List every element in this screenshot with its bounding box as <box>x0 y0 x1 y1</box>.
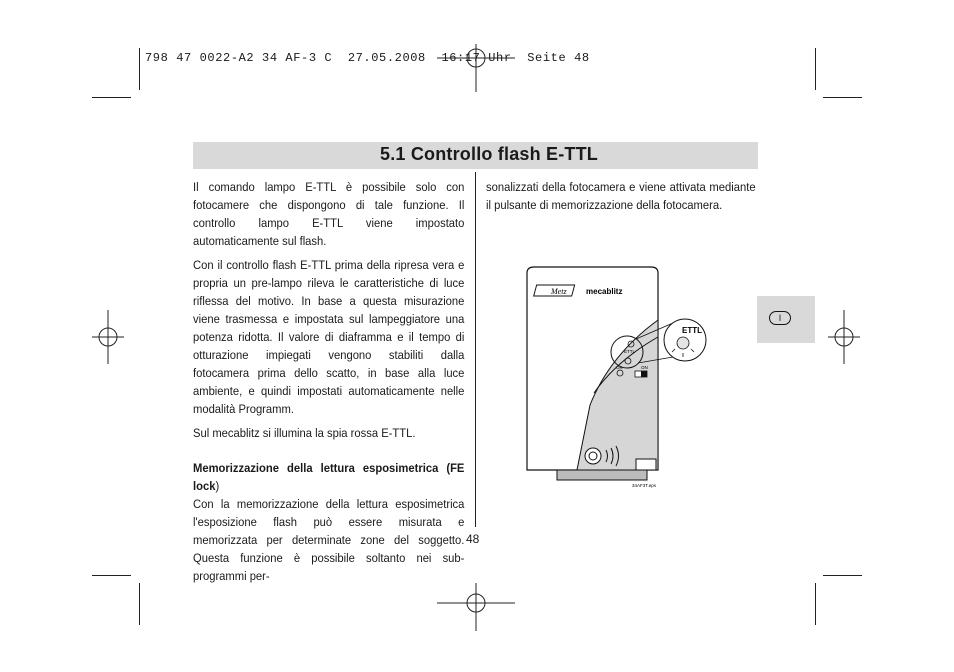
language-tab-label: I <box>769 311 791 325</box>
mecablitz-illustration <box>520 265 720 495</box>
brand-label: mecablitz <box>586 287 623 296</box>
crop-mark <box>823 575 862 576</box>
paragraph: Il comando lampo E-TTL è possibile solo con fotocamere che dispongono di tale funzione. Il controllo lampo E-TTL viene impostato automaticamente sul flash. <box>193 180 465 248</box>
figure-code: 34AF3T.eps <box>632 483 657 488</box>
print-info-line: 798 47 0022-A2 34 AF-3 C 27.05.2008 16:17 Uhr Seite 48 <box>145 51 590 65</box>
paragraph: Sul mecablitz si illumina la spia rossa E-TTL. <box>193 426 416 440</box>
section-title: 5.1 Controllo flash E-TTL <box>380 144 599 164</box>
crop-mark <box>139 583 140 625</box>
ok-label: OK <box>616 365 623 370</box>
callout-label: ETTL <box>682 326 702 335</box>
registration-mark-right <box>828 310 860 364</box>
subheading <box>193 459 464 495</box>
paragraph: sonalizzati della fotocamera e viene attivata mediante il pulsante di memorizzazione della fotocamera. <box>486 180 756 212</box>
on-label: ON <box>641 365 648 370</box>
subheading-paren: ) <box>215 479 220 493</box>
paragraph: Con la memorizzazione della lettura esposimetrica l'esposizione flash può essere misurata e memorizzata per determinate zone del soggetto. Questa funzione è possibile soltanto nei sub-programmi per- <box>193 497 465 583</box>
crop-mark <box>139 48 140 90</box>
logo-text: Metz <box>551 287 567 296</box>
registration-mark-bottom <box>437 583 515 631</box>
crop-mark <box>815 48 816 90</box>
crop-mark <box>92 97 131 98</box>
crop-mark <box>92 575 131 576</box>
subheading-text: Memorizzazione della lettura esposimetrica (FE lock <box>193 461 465 493</box>
column-divider <box>475 172 476 527</box>
crop-mark <box>815 583 816 625</box>
left-column <box>193 178 464 585</box>
right-column <box>486 178 756 214</box>
page-number: 48 <box>466 532 480 546</box>
registration-mark-left <box>92 310 124 364</box>
crop-mark <box>823 97 862 98</box>
led-label: ETTL <box>624 349 636 354</box>
paragraph: Con il controllo flash E-TTL prima della ripresa vera e propria un pre-lampo rileva le caratteristiche di luce riflessa del motivo. In base a questa misurazione viene trasmessa e impostata sul lampeggiatore una potenza ridotta. Il valore di diaframma e il tempo di otturazione impiegati vengono stabiliti dalla fotocamera prima dello scatto, in base alla luce ambiente, e quindi impostati automaticamente nelle modalità Programm. <box>193 258 465 416</box>
